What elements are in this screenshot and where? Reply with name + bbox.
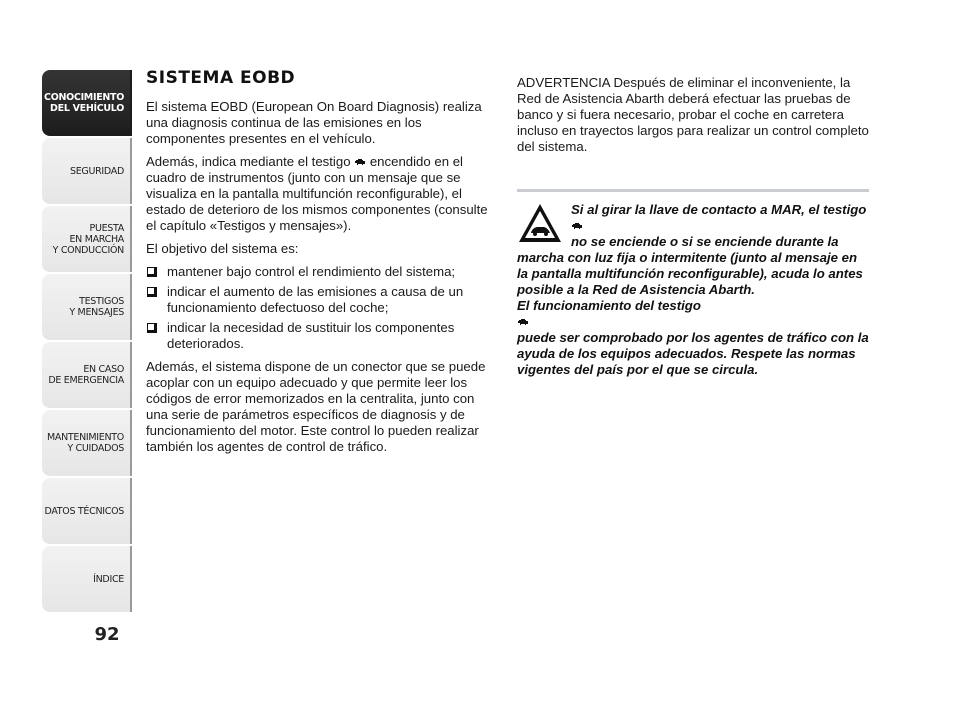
tab-mantenimiento-y-cuidados[interactable]: MANTENIMIENTO Y CUIDADOS [42, 410, 132, 476]
engine-check-icon [354, 157, 366, 167]
checkbox-bullet-icon [147, 267, 157, 277]
warning-box [517, 189, 869, 378]
page-number: 92 [94, 624, 120, 645]
engine-check-icon [571, 221, 583, 231]
paragraph-conector: Además, el sistema dispone de un conector que se puede acoplar con un equipo adecuado y que permite leer los códigos de error memorizados en la centralita, junto con una serie de parámetros específicos de diagnosis y de funcionamiento del motor. Este control lo pueden realizar también los agentes de control de tráfico. [146, 359, 486, 454]
tab-puesta-en-marcha[interactable]: PUESTA EN MARCHA Y CONDUCCIÓN [42, 206, 132, 272]
side-column [517, 75, 869, 378]
list-item [146, 320, 498, 352]
tab-datos-tecnicos[interactable]: DATOS TÉCNICOS [42, 478, 132, 544]
list-item-text: indicar el aumento de las emisiones a causa de un funcionamiento defectuoso del coche; [167, 284, 464, 315]
warning-text [517, 202, 869, 378]
warning-part-2 [517, 298, 869, 378]
paragraph-testigo-start: Además, indica mediante el testigo [146, 154, 355, 169]
warning-part-1-end: no se enciende o si se enciende durante la marcha con luz fija o intermitente (junto al mensaje en la pantalla multifunción reconfigurable), acuda lo antes posible a la Red de Asistencia Abarth. [517, 234, 863, 297]
checkbox-bullet-icon [147, 287, 157, 297]
list-item-text: indicar la necesidad de sustituir los componentes deteriorados. [167, 320, 455, 351]
list-item [146, 264, 498, 280]
checkbox-bullet-icon [147, 323, 157, 333]
tab-indice[interactable]: ÍNDICE [42, 546, 132, 612]
list-item-text: mantener bajo control el rendimiento del sistema; [167, 264, 456, 279]
warning-part-1 [517, 202, 869, 298]
tab-seguridad[interactable]: SEGURIDAD [42, 138, 132, 204]
warning-part-2-end: puede ser comprobado por los agentes de tráfico con la ayuda de los equipos adecuados. Respete las normas vigentes del país por el que se circula. [517, 330, 869, 377]
paragraph-intro: El sistema EOBD (European On Board Diagnosis) realiza una diagnosis continua de las emisiones en los componentes presentes en el vehículo. [146, 99, 482, 146]
list-item [146, 284, 498, 316]
warning-part-2-start: El funcionamiento del testigo [517, 298, 701, 313]
chapter-sidebar [42, 70, 134, 614]
paragraph-testigo [146, 154, 498, 234]
tab-testigos-y-mensajes[interactable]: TESTIGOS Y MENSAJES [42, 274, 132, 340]
paragraph-objetivo: El objetivo del sistema es: [146, 241, 299, 256]
engine-check-icon [517, 317, 529, 327]
tab-en-caso-de-emergencia[interactable]: EN CASO DE EMERGENCIA [42, 342, 132, 408]
car-warning-triangle-icon [517, 202, 563, 244]
tab-conocimiento-del-vehiculo[interactable]: CONOCIMIENTO DEL VEHÍCULO [42, 70, 132, 136]
section-title: SISTEMA EOBD [146, 68, 296, 88]
advertencia-paragraph: ADVERTENCIA Después de eliminar el inconveniente, la Red de Asistencia Abarth deberá efectuar las pruebas de banco y si fuera necesario, probar el coche en carretera incluso en trayectos largos para realizar un control completo del sistema. [517, 75, 869, 154]
main-column [146, 68, 498, 462]
objective-list [146, 264, 498, 352]
paragraph-testigo-end: encendido en el cuadro de instrumentos (junto con un mensaje que se visualiza en la pantalla multifunción reconfigurable), el estado de deterioro de los mismos componentes (consulte el capítulo «Testigos y mensajes»). [146, 154, 488, 233]
warning-part-1-start: Si al girar la llave de contacto a MAR, el testigo [571, 202, 867, 217]
